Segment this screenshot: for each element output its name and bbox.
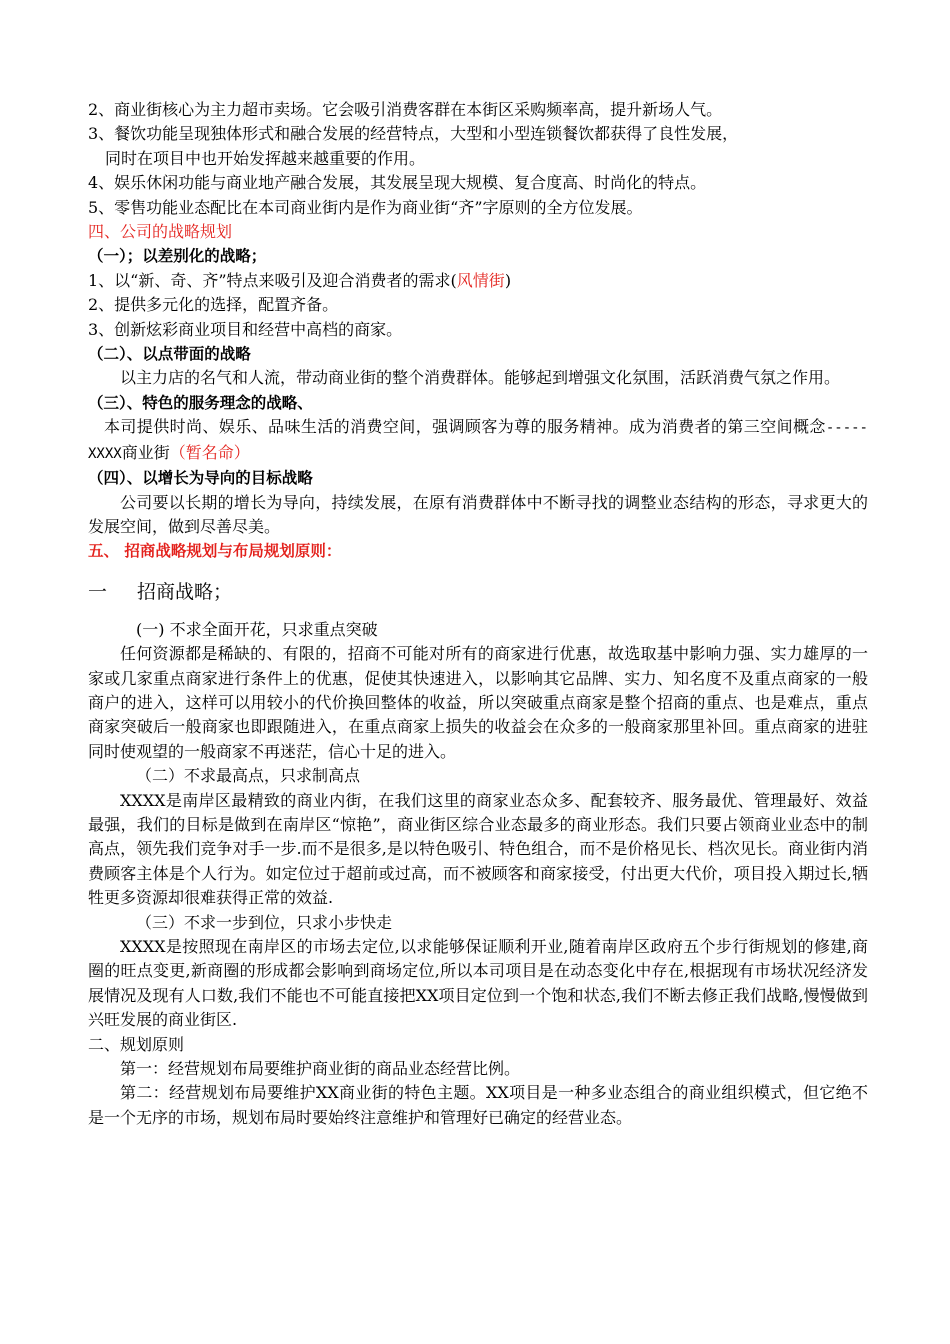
section-heading: 四、公司的战略规划 [88,222,233,242]
list-item: 5、零售功能业态配比在本司商业街内是作为商业街“齐”字原则的全方位发展。 [88,197,643,217]
section-heading: 五、 招商战略规划与布局规划原则： [88,542,342,561]
subsection-heading: (一) 不求全面开花，只求重点突破 [136,619,378,639]
subsection-heading: （三）、特色的服务理念的战略、 [88,393,313,412]
subsection-heading: （二）、以点带面的战略 [88,345,251,364]
paragraph: 公司要以长期的增长为导向，持续发展，在原有消费群体中不断寻找的调整业态结构的形态，寻求更大的发展空间，做到尽善尽美。 [88,492,868,536]
highlight-text: （暂名命） [169,442,250,462]
paragraph: 第二：经营规划布局要维护XX商业街的特色主题。XX项目是一种多业态组合的商业组织模式，但它绝不是一个无序的市场，规划布局时要始终注意维护和管理好已确定的经营业态。 [88,1083,868,1127]
paragraph: 本司提供时尚、娱乐、品味生活的消费空间，强调顾客为尊的服务精神。成为消费者的第三空间概念-----XXXX商业街（暂名命） [88,417,868,462]
list-item: 3、餐饮功能呈现独体形式和融合发展的经营特点，大型和小型连锁餐饮都获得了良性发展， [88,124,739,144]
paragraph: XXXX是南岸区最精致的商业内街，在我们这里的商家业态众多、配套较齐、服务最优、管理最好、效益最强，我们的目标是做到在南岸区“惊艳”，商业街区综合业态最多的商业形态。我们只要占领商业业态中的制高点，领先我们竞争对手一步.而不是很多,是以特色吸引、特色组合，而不是价格见长、档次见长。商业街内消费顾客主体是个人行为。如定位过于超前或过高，而不被顾客和商家接受，付出更大代价，项目投入期过长,牺牲更多资源却很难获得正常的效益. [88,790,868,908]
list-item: 4、娱乐休闲功能与商业地产融合发展，其发展呈现大规模、复合度高、时尚化的特点。 [88,173,707,193]
subsection-heading: （二）不求最高点，只求制高点 [136,766,361,786]
section-heading: 二、规划原则 [88,1034,185,1054]
subsection-heading: （四）、以增长为导向的目标战略 [88,469,313,488]
list-item: 2、商业街核心为主力超市卖场。它会吸引消费客群在本街区采购频率高，提升新场人气。 [88,100,723,119]
list-item: 1、以“新、奇、齐”特点来吸引及迎合消费者的需求(风情街) [88,270,512,290]
paragraph: 任何资源都是稀缺的、有限的，招商不可能对所有的商家进行优惠，故选取基中影响力强、实力雄厚的一家或几家重点商家进行条件上的优惠，促使其快速进入，以影响其它品牌、实力、知名度不及重点商家的一般商户的进入，这样可以用较小的代价换回整体的收益，所以突破重点商家是整个招商的重点、也是难点，重点商家突破后一般商家也即跟随进入，在重点商家上损失的收益会在众多的一般商家那里补回。重点商家的进驻同时使观望的一般商家不再迷茫，信心十足的进入。 [88,644,868,761]
list-item: 3、创新炫彩商业项目和经营中高档的商家。 [88,319,403,339]
paragraph: 以主力店的名气和人流，带动商业街的整个消费群体。能够起到增强文化氛围，活跃消费气氛之作用。 [120,368,841,388]
list-item: 2、提供多元化的选择，配置齐备。 [88,295,339,315]
document-page [88,98,868,1130]
list-item-continued: 同时在项目中也开始发挥越来越重要的作用。 [105,148,426,168]
subsection-heading: （一）；以差别化的战略； [88,247,267,266]
paragraph: 第一：经营规划布局要维护商业街的商品业态经营比例。 [120,1059,521,1079]
part-heading: 一 招商战略； [88,580,233,603]
subsection-heading: （三）不求一步到位，只求小步快走 [136,912,393,932]
paragraph: XXXX是按照现在南岸区的市场去定位,以求能够保证顺利开业,随着南岸区政府五个步行街规划的修建,商圈的旺点变更,新商圈的形成都会影响到商场定位,所以本司项目是在动态变化中存在,根据现有市场状况经济发展情况及现有人口数,我们不能也不可能直接把XX项目定位到一个饱和状态,我们不断去修正我们战略,慢慢做到兴旺发展的商业街区. [88,937,868,1030]
highlight-text: 风情街 [456,270,505,290]
